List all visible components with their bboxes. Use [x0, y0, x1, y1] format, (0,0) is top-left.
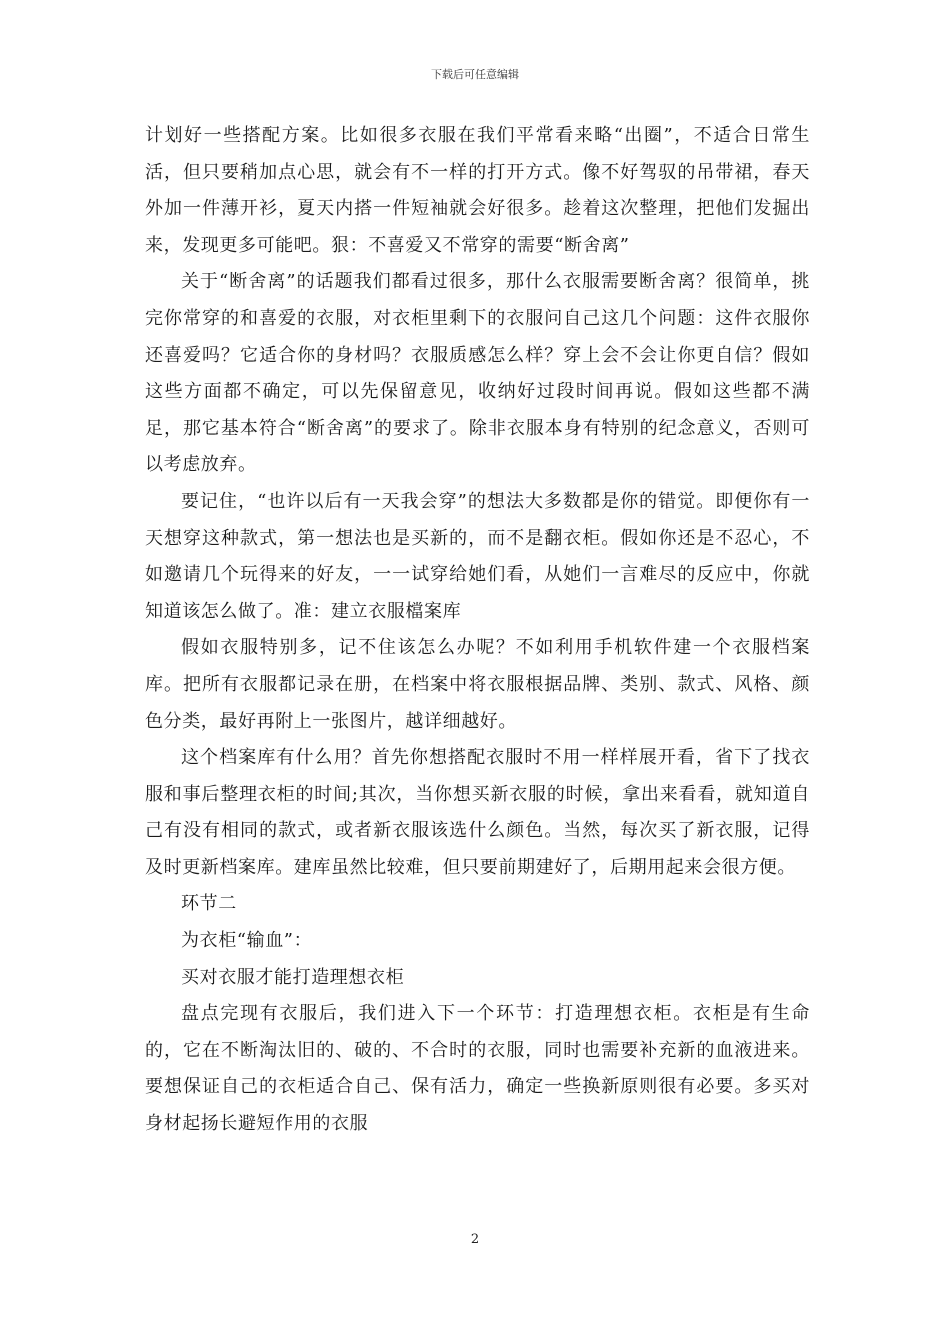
- section-subheading: 为衣柜“输血”：: [181, 930, 313, 952]
- section-heading: 环节二: [181, 893, 237, 915]
- page-header: 下载后可任意编辑: [431, 68, 519, 81]
- paragraph: 假如衣服特别多，记不住该怎么办呢？不如利用手机软件建一个衣服档案库。把所有衣服都记录在册，在档案中将衣服根据品牌、类别、款式、风格、颜色分类，最好再附上一张图片，越详细越好。: [145, 637, 810, 732]
- paragraph: 盘点完现有衣服后，我们进入下一个环节：打造理想衣柜。衣柜是有生命的，它在不断淘汰旧的、破的、不合时的衣服，同时也需要补充新的血液进来。要想保证自己的衣柜适合自己、保有活力，确定一些换新原则很有必要。多买对身材起扬长避短作用的衣服: [145, 1003, 810, 1135]
- paragraph: 要记住，“也许以后有一天我会穿”的想法大多数都是你的错觉。即便你有一天想穿这种款式，第一想法也是买新的，而不是翻衣柜。假如你还是不忍心，不如邀请几个玩得来的好友，一一试穿给她们看，从她们一言难尽的反应中，你就知道该怎么做了。准：建立衣服檔案库: [145, 490, 810, 622]
- section-subheading: 买对衣服才能打造理想衣柜: [181, 966, 405, 988]
- paragraph: 这个档案库有什么用？首先你想搭配衣服时不用一样样展开看，省下了找衣服和事后整理衣柜的时间;其次，当你想买新衣服的时候，拿出来看看，就知道自己有没有相同的款式，或者新衣服该选什么颜色。当然，每次买了新衣服，记得及时更新档案库。建库虽然比较难，但只要前期建好了，后期用起来会很方便。: [145, 747, 810, 878]
- paragraph: 计划好一些搭配方案。比如很多衣服在我们平常看来略“出圈”，不适合日常生活，但只要稍加点心思，就会有不一样的打开方式。像不好驾驭的吊带裙，春天外加一件薄开衫，夏天内搭一件短袖就会好很多。趁着这次整理，把他们发掘出来，发现更多可能吧。狠：不喜爱又不常穿的需要“断舍离”: [145, 125, 810, 256]
- paragraph: 关于“断舍离”的话题我们都看过很多，那什么衣服需要断舍离？很简单，挑完你常穿的和喜爱的衣服，对衣柜里剩下的衣服问自己这几个问题：这件衣服你还喜爱吗？它适合你的身材吗？衣服质感怎么样？穿上会不会让你更自信？假如这些方面都不确定，可以先保留意见，收纳好过段时间再说。假如这些都不满足，那它基本符合“断舍离”的要求了。除非衣服本身有特别的纪念意义，否则可以考虑放弃。: [145, 271, 810, 476]
- page-number: 2: [470, 1232, 480, 1247]
- document-body: [145, 118, 810, 1143]
